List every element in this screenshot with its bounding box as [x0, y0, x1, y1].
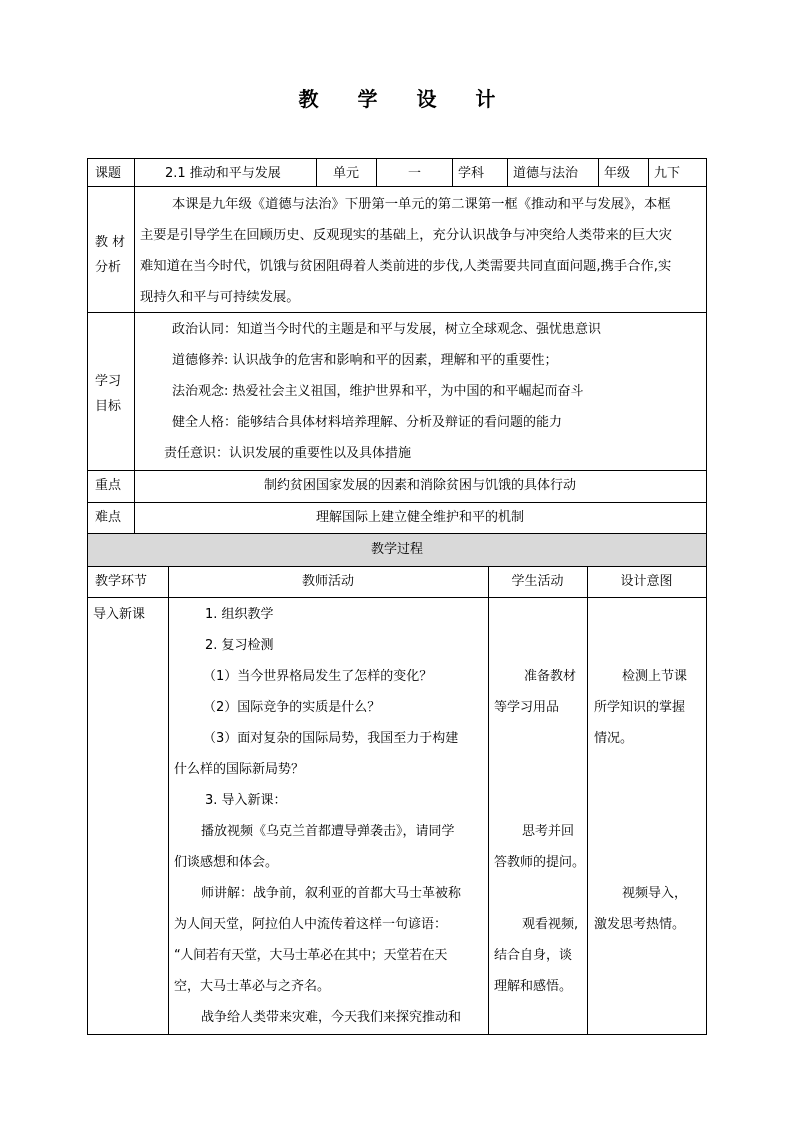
process-heading: 教学过程 [370, 542, 423, 557]
teacher-line: （2）国际竞争的实质是什么？ [203, 700, 381, 715]
material-label-2: 分析 [95, 260, 122, 275]
teacher-line: 3. 导入新课： [205, 793, 287, 808]
teacher-line: 1. 组织教学 [205, 607, 274, 622]
teacher-line: 师讲解：战争前，叙利亚的首都大马士革被称 [201, 886, 462, 901]
material-line: 主要是引导学生在回顾历史、反观现实的基础上，充分认识战争与冲突给人类带来的巨大灾 [140, 228, 672, 243]
student-line: 等学习用品 [494, 700, 560, 715]
objective-item: 责任意识：认识发展的重要性以及具体措施 [164, 446, 412, 461]
subject-label: 课题 [95, 166, 122, 181]
teacher-line: “人间若有天堂，大马士革必在其中；天堂若在天 [174, 948, 448, 963]
student-line: 答教师的提问。 [494, 855, 586, 870]
discipline-label: 学科 [458, 166, 485, 181]
student-line: 准备教材 [524, 669, 577, 684]
intent-line: 激发思考热情。 [594, 917, 686, 932]
subject-value: 2.1 推动和平与发展 [165, 166, 281, 181]
discipline-value: 道德与法治 [513, 166, 579, 181]
teacher-line: 空，大马士革必与之齐名。 [174, 979, 331, 994]
objectives-label-2: 目标 [95, 399, 122, 414]
col-header-intent: 设计意图 [620, 574, 673, 589]
objective-item: 法治观念: 热爱社会主义祖国，维护世界和平，为中国的和平崛起而奋斗 [172, 384, 584, 399]
key-point-label: 重点 [95, 478, 122, 493]
grade-label: 年级 [604, 166, 631, 181]
objectives-label-1: 学习 [95, 374, 122, 389]
intent-line: 检测上节课 [622, 669, 688, 684]
teacher-line: 播放视频《乌克兰首都遭导弹袭击》，请同学 [201, 824, 455, 839]
col-header-stage: 教学环节 [95, 574, 148, 589]
teacher-line: 战争给人类带来灾难，今天我们来探究推动和 [201, 1010, 462, 1025]
student-line: 观看视频, [522, 917, 579, 932]
key-point-text: 制约贫困国家发展的因素和消除贫困与饥饿的具体行动 [263, 478, 576, 493]
material-line: 难知道在当今时代，饥饿与贫困阻碍着人类前进的步伐,人类需要共同直面问题,携手合作,实 [140, 259, 672, 274]
material-line: 本课是九年级《道德与法治》下册第一单元的第二课第一框《推动和平与发展》，本框 [172, 197, 671, 212]
teacher-line: 们谈感想和体会。 [174, 855, 279, 870]
col-header-student: 学生活动 [511, 574, 564, 589]
intent-line: 视频导入， [622, 886, 688, 901]
student-line: 理解和感悟。 [494, 979, 573, 994]
objective-item: 政治认同：知道当今时代的主题是和平与发展，树立全球观念、强忧患意识 [172, 322, 602, 337]
unit-label: 单元 [333, 166, 360, 181]
objective-item: 道德修养: 认识战争的危害和影响和平的因素，理解和平的重要性； [172, 353, 558, 368]
difficulty-text: 理解国际上建立健全维护和平的机制 [315, 510, 524, 525]
material-line: 现持久和平与可持续发展。 [140, 290, 300, 305]
grade-value: 九下 [654, 166, 681, 181]
difficulty-label: 难点 [95, 510, 122, 525]
page-title: 教 学 设 计 [298, 87, 512, 111]
objective-item: 健全人格：能够结合具体材料培养理解、分析及辩证的看问题的能力 [172, 415, 563, 430]
unit-value: 一 [408, 166, 422, 181]
teacher-line: 为人间天堂，阿拉伯人中流传着这样一句谚语： [174, 917, 448, 932]
stage-name: 导入新课 [93, 607, 146, 622]
student-line: 结合自身，谈 [494, 948, 573, 963]
material-label-1: 教 材 [95, 235, 126, 250]
teacher-line: 什么样的国际新局势？ [174, 762, 305, 777]
intent-line: 情况。 [594, 731, 634, 746]
col-header-teacher: 教师活动 [301, 574, 354, 589]
student-line: 思考并回 [522, 824, 575, 839]
teacher-line: （3）面对复杂的国际局势，我国至力于构建 [203, 731, 459, 746]
intent-line: 所学知识的掌握 [594, 700, 686, 715]
teacher-line: 2. 复习检测 [205, 638, 274, 653]
teacher-line: （1）当今世界格局发生了怎样的变化？ [203, 669, 433, 684]
